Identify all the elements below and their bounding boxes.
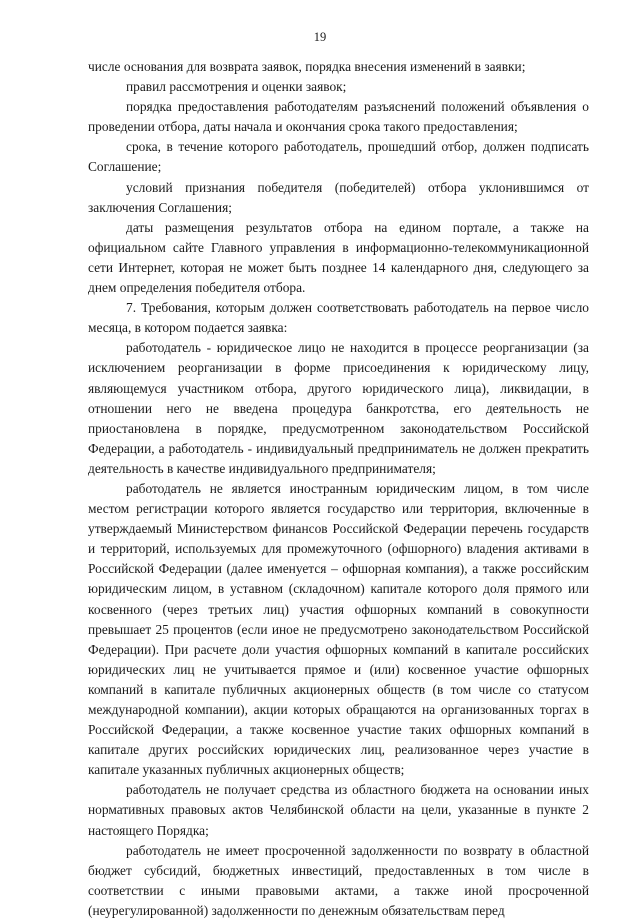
- paragraph-requirement: работодатель - юридическое лицо не находится в процессе реорганизации (за исключением реорганизации в форме присоединения к юридическому лицу, являющемуся участником отбора, другого юридического лица), ликвидации, в отношении него не введена процедура банкротства, его деятельность не приостановлена в порядке, предусмотренном законодательством Российской Федерации, а работодатель - индивидуальный предприниматель не должен прекратить деятельность в качестве индивидуального предпринимателя;: [88, 340, 589, 476]
- paragraph-requirement: работодатель не является иностранным юридическим лицом, в том числе местом регистрации которого является государство или территория, включенные в утверждаемый Министерством финансов Российской Федерации перечень государств и территорий, используемых для промежуточного (офшорного) владения активами в Российской Федерации (далее именуется – офшорная компания), а также российским юридическим лицом, в уставном (складочном) капитале которого доля прямого или косвенного (через третьих лиц) участия офшорных компаний в совокупности превышает 25 процентов (если иное не предусмотрено законодательством Российской Федерации). При расчете доли участия офшорных компаний в капитале российских юридических лиц не учитывается прямое и (или) косвенное участие офшорных компаний в капитале публичных акционерных обществ (в том числе со статусом международной компании), акции которых обращаются на организованных торгах в Российской Федерации, а также косвенное участие таких офшорных компаний в капитале других российских юридических лиц, реализованное через участие в капитале указанных публичных акционерных обществ;: [88, 480, 589, 778]
- paragraph-list-item: порядка предоставления работодателям разъяснений положений объявления о проведении отбора, даты начала и окончания срока такого предоставления;: [88, 99, 589, 135]
- paragraph-requirement: работодатель не имеет просроченной задолженности по возврату в областной бюджет субсидий, бюджетных инвестиций, предоставленных в том числе в соответствии с иными правовыми актами, а также иной просроченной (неурегулированной) задолженности по денежным обязательствам перед: [88, 842, 589, 918]
- paragraph-list-item: срока, в течение которого работодатель, прошедший отбор, должен подписать Соглашение;: [88, 139, 589, 175]
- paragraph-list-item: даты размещения результатов отбора на едином портале, а также на официальном сайте Главного управления в информационно-телекоммуникационной сети Интернет, которая не может быть позднее 14 календарного дня, следующего за днем определения победителя отбора.: [88, 219, 589, 296]
- page-number: 19: [313, 30, 327, 44]
- paragraph-continuation: числе основания для возврата заявок, порядка внесения изменений в заявки;: [88, 59, 526, 74]
- document-body: [88, 57, 589, 921]
- paragraph-list-item: правил рассмотрения и оценки заявок;: [126, 79, 347, 95]
- paragraph-requirement: работодатель не получает средства из областного бюджета на основании иных нормативных правовых актов Челябинской области на цели, указанные в пункте 2 настоящего Порядка;: [88, 782, 589, 838]
- paragraph-list-item: условий признания победителя (победителей) отбора уклонившимся от заключения Соглашения;: [88, 179, 589, 215]
- paragraph-section-7: 7. Требования, которым должен соответствовать работодатель на первое число месяца, в котором подается заявка:: [88, 300, 589, 336]
